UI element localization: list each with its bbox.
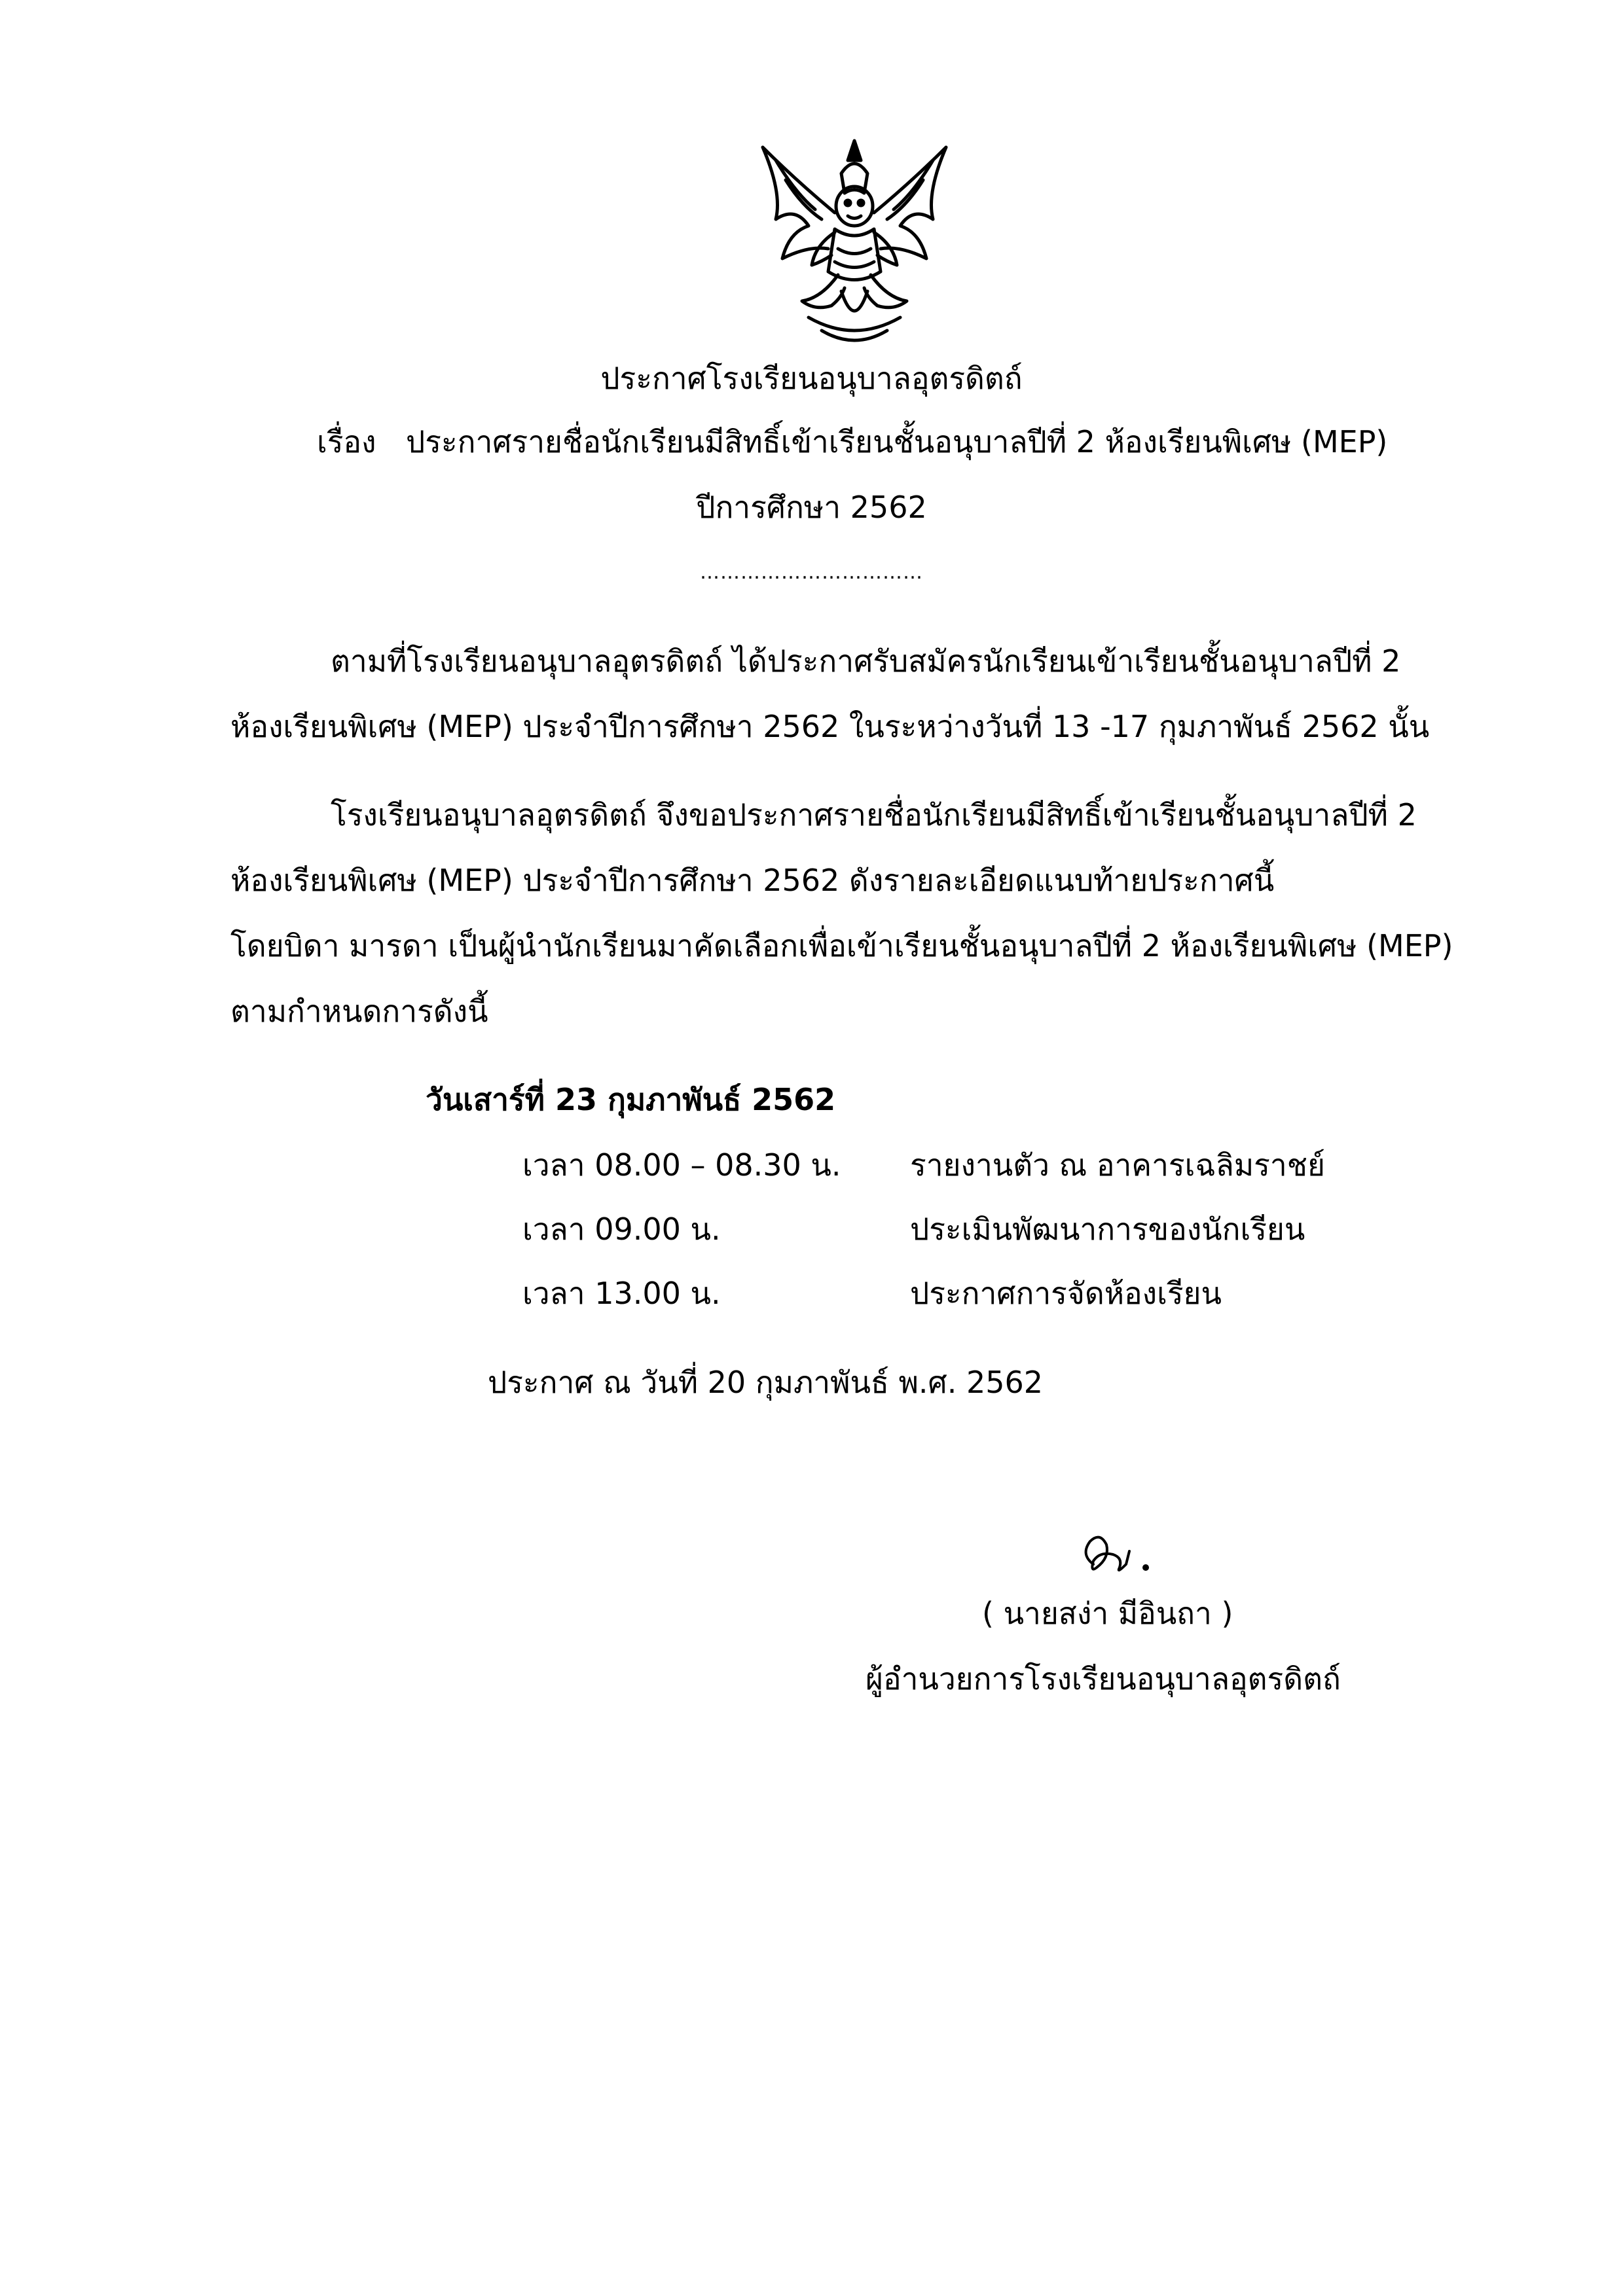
paragraph-2-line-3: โดยบิดา มารดา เป็นผู้นำนักเรียนมาคัดเลือกเพื่อเข้าเรียนชั้นอนุบาลปีที่ 2 ห้องเรียนพิเศษ (MEP) xyxy=(230,928,1453,963)
schedule-activity: ประเมินพัฒนาการของนักเรียน xyxy=(910,1211,1305,1247)
subject-label: เรื่อง xyxy=(317,424,376,459)
signatory-name: ( นายสง่า มีอินถา ) xyxy=(982,1596,1233,1631)
subject-text: ประกาศรายชื่อนักเรียนมีสิทธิ์เข้าเรียนชั้นอนุบาลปีที่ 2 ห้องเรียนพิเศษ (MEP) xyxy=(406,424,1388,459)
paragraph-1-line-1: ตามที่โรงเรียนอนุบาลอุตรดิตถ์ ได้ประกาศรับสมัครนักเรียนเข้าเรียนชั้นอนุบาลปีที่ 2 xyxy=(331,643,1401,679)
schedule-time: เวลา 13.00 น. xyxy=(522,1276,721,1311)
schedule-activity: ประกาศการจัดห้องเรียน xyxy=(910,1276,1222,1311)
announcement-date: ประกาศ ณ วันที่ 20 กุมภาพันธ์ พ.ศ. 2562 xyxy=(488,1365,1044,1400)
schedule-date: วันเสาร์ที่ 23 กุมภาพันธ์ 2562 xyxy=(426,1082,836,1117)
paragraph-2-line-2: ห้องเรียนพิเศษ (MEP) ประจำปีการศึกษา 2562 ดังรายละเอียดแนบท้ายประกาศนี้ xyxy=(230,863,1275,898)
schedule-activity: รายงานตัว ณ อาคารเฉลิมราชย์ xyxy=(910,1147,1325,1183)
schedule-time: เวลา 09.00 น. xyxy=(522,1211,721,1247)
paragraph-2-line-1: โรงเรียนอนุบาลอุตรดิตถ์ จึงขอประกาศรายชื่อนักเรียนมีสิทธิ์เข้าเรียนชั้นอนุบาลปีที่ 2 xyxy=(331,797,1417,833)
signature-mark xyxy=(1074,1528,1159,1581)
header-separator: …………………………… xyxy=(700,561,923,584)
paragraph-1-line-2: ห้องเรียนพิเศษ (MEP) ประจำปีการศึกษา 2562 ในระหว่างวันที่ 13 -17 กุมภาพันธ์ 2562 นั้น xyxy=(230,709,1430,744)
signatory-position: ผู้อำนวยการโรงเรียนอนุบาลอุตรดิตถ์ xyxy=(866,1661,1341,1696)
announcement-heading: ประกาศโรงเรียนอนุบาลอุตรดิตถ์ xyxy=(600,361,1023,396)
schedule-time: เวลา 08.00 – 08.30 น. xyxy=(522,1147,841,1183)
paragraph-2-line-4: ตามกำหนดการดังนี้ xyxy=(230,994,488,1029)
academic-year: ปีการศึกษา 2562 xyxy=(696,490,927,525)
garuda-emblem-icon xyxy=(737,134,972,350)
